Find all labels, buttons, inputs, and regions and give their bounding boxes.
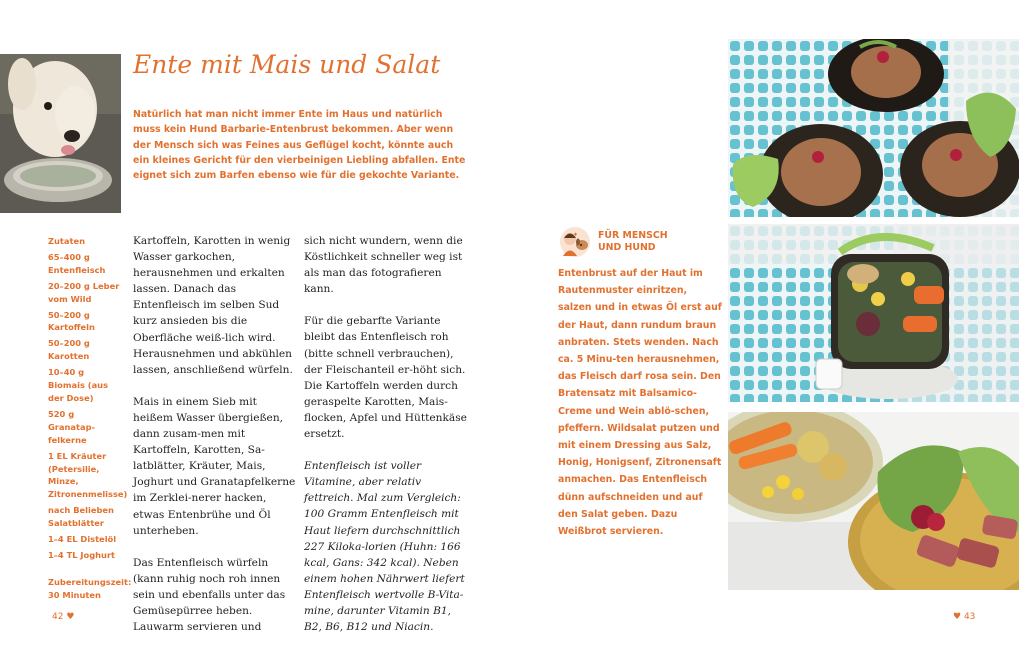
page-number: 42 xyxy=(52,612,64,622)
ingredient-item: 1–4 EL Distelöl xyxy=(48,534,117,545)
prep-time-value: 30 Minuten xyxy=(48,589,101,600)
page-number-left xyxy=(52,612,74,622)
human-dog-heading xyxy=(598,230,668,254)
ingredient-item: 50–200 g Karotten xyxy=(48,338,90,362)
body-paragraph: Kartoffeln, Karotten in wenig Wasser garkochen, herausnehmen und erkalten lassen. Danach das Entenfleisch im selben Sud kurz ansieden bis die Oberfläche weiß-lich wird. Herausnehmen und abkühlen lassen, anschließend würfeln. xyxy=(133,235,293,376)
intro-paragraph: Natürlich hat man nicht immer Ente im Haus und natürlich muss kein Hund Barbarie-Entenbrust bekommen. Aber wenn der Mensch sich was Feines aus Geflügel kocht, könnte auch ein kleines Gericht für den vierbeinigen Liebling abfallen. Ente eignet sich zum Barfen ebenso wie für die gekochte Variante. xyxy=(133,109,466,182)
ingredient-item: 20–200 g Leber vom Wild xyxy=(48,280,120,304)
ingredients-heading: Zutaten xyxy=(48,236,85,246)
heart-icon: ♥ xyxy=(953,612,962,622)
heading-line: FÜR MENSCH xyxy=(598,230,668,241)
bowls-photo xyxy=(728,39,1019,217)
page-number-right xyxy=(953,612,975,622)
body-paragraph: Für die gebarfte Variante bleibt das Entenfleisch roh (bitte schnell verbrauchen), der Fleischanteil er-höht sich. Die Kartoffeln werden durch geraspelte Karotten, Mais-flocken, Apfel und Hüttenkäse ersetzt. xyxy=(304,315,467,441)
body-paragraph: Mais in einem Sieb mit heißem Wasser übergießen, dann zusam-men mit Kartoffeln, Karotten, Sa-latblätter, Kräuter, Mais, Joghurt und Granatapfelkerne im Zerklei-nerer hacken, etwas Entenbrühe und Öl unterheben. xyxy=(133,395,296,537)
heart-icon: ♥ xyxy=(66,612,75,622)
ingredient-item: nach Belieben Salatblätter xyxy=(48,505,114,529)
ingredient-item: 65–400 g Entenfleisch xyxy=(48,251,106,275)
page-number: 43 xyxy=(963,612,976,622)
plates-photo xyxy=(728,412,1019,590)
intro-text xyxy=(133,107,468,183)
body-column-2 xyxy=(304,233,469,651)
salad-glass-photo xyxy=(728,224,1019,402)
ingredient-item: 1 EL Kräuter (Petersilie, Minze, Zitronenmelisse) xyxy=(48,450,128,500)
page-title: Ente mit Mais und Salat xyxy=(133,50,441,79)
ingredient-item: 1–4 TL Joghurt xyxy=(48,549,116,560)
body-column-1 xyxy=(133,233,298,651)
ingredient-item: 50–200 g Kartoffeln xyxy=(48,309,95,333)
prep-time-label: Zubereitungszeit: xyxy=(48,576,132,587)
human-dog-icon xyxy=(557,226,593,258)
body-paragraph: Das Entenfleisch würfeln (kann ruhig noch roh innen sein und ebenfalls unter das Gemüsepürree heben. Lauwarm servieren und xyxy=(133,556,286,634)
body-paragraph: sich nicht wundern, wenn die Köstlichkeit schneller weg ist als man das fotografieren kann. xyxy=(304,235,463,296)
heading-line: UND HUND xyxy=(598,242,656,253)
ingredient-item: 10–40 g Biomais (aus der Dose) xyxy=(48,367,109,403)
dog-photo xyxy=(0,54,121,213)
ingredient-item: 520 g Granatap-felkerne xyxy=(48,408,95,445)
human-dog-text: Entenbrust auf der Haut im Rautenmuster einritzen, salzen und in etwas Öl erst auf der Haut, dann rundum braun anbraten. Stets wenden. Nach ca. 5 Minu-ten herausnehmen, das Fleisch darf rosa sein. Den Bratensatz mit Balsamico-Creme und Wein ablö-schen, pfeffern. Wildsalat putzen und mit einem Dressing aus Salz, Honig, Honigsenf, Zitronensaft anmachen. Das Entenfleisch dünn aufschneiden und auf den Salat geben. Dazu Weißbrot servieren. xyxy=(558,268,722,538)
ingredients-list xyxy=(48,235,132,602)
nutrition-note: Entenfleisch ist voller Vitamine, aber relativ fettreich. Mal zum Vergleich: 100 Gramm Entenfleisch mit Haut liefern durchschnittlich 227 Kiloka-lorien (Huhn: 166 kcal, Gans: 342 kcal). Neben einem hohen Nährwert liefert Entenfleisch wertvolle B-Vita-mine, darunter Vitamin B1, B2, B6, B12 und Niacin. xyxy=(304,460,465,634)
